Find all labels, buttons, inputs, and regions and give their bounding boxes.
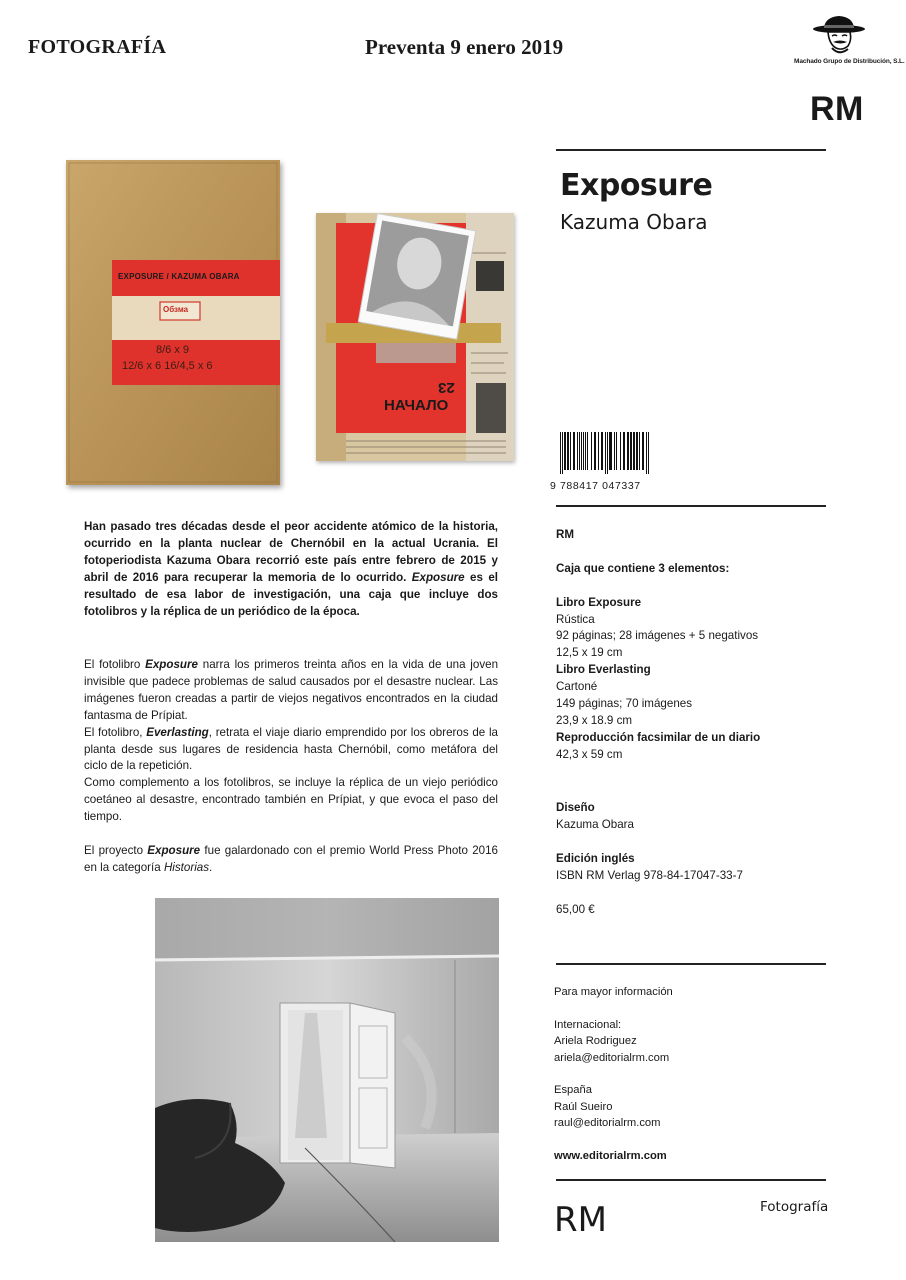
contact-panel <box>554 984 834 1164</box>
barcode-bar <box>611 432 612 470</box>
barcode-bar <box>598 432 599 470</box>
contact-es-name: Raúl Sueiro <box>554 1100 613 1113</box>
barcode-bar <box>570 432 571 470</box>
barcode-bar <box>636 432 638 470</box>
paragraph-newspaper <box>84 775 498 826</box>
contact-es-label: España <box>554 1084 592 1097</box>
contact-intro: Para mayor información <box>554 986 673 998</box>
barcode-bar <box>585 432 586 470</box>
cover-word: НАЧАЛО <box>384 397 449 414</box>
barcode-bar <box>623 432 625 470</box>
barcode-bars <box>550 432 670 474</box>
spec-design-label: Diseño <box>556 801 595 815</box>
text-run: narra los primeros treinta años en la vida de una joven invisible que padece problemas de salud causados por el desastre nuclear. Las imágenes fueron creadas a partir de viejos negativos encontrados en la ciudad fantasma de Prípiat. <box>84 658 499 722</box>
text-run: , retrata el viaje diario emprendido por los obreros de la planta desde sus lugares de residencia hasta Chernóbil, como metáfora del ciclo de la repetición. <box>84 725 499 773</box>
contact-es-email[interactable]: raul@editorialrm.com <box>554 1117 661 1130</box>
divider <box>556 505 826 507</box>
barcode-bar <box>627 432 629 470</box>
text-run: fue galardonado con el premio World Press Photo 2016 en la categoría <box>84 843 498 874</box>
barcode-bar <box>609 432 611 470</box>
text-run: Exposure <box>147 843 201 857</box>
barcode-bar <box>591 432 592 470</box>
cover-line-2: 12/6 x 6 16/4,5 x 6 <box>122 360 213 372</box>
spec-item2-size: 23,9 x 18.9 cm <box>556 713 633 727</box>
description-body <box>84 657 498 877</box>
divider <box>556 1179 826 1181</box>
cover-image-exposure <box>66 160 280 485</box>
barcode-bar <box>587 432 588 470</box>
barcode-bar <box>639 432 640 470</box>
contact-intl-email[interactable]: ariela@editorialrm.com <box>554 1051 670 1064</box>
paragraph-everlasting <box>84 725 498 776</box>
barcode-bar <box>581 432 582 470</box>
specs-panel <box>556 527 836 919</box>
cover-stamp: Обзма <box>163 305 189 314</box>
spec-design-value: Kazuma Obara <box>556 818 634 832</box>
spec-publisher: RM <box>556 528 575 541</box>
contact-intl-label: Internacional: <box>554 1018 622 1031</box>
hat-man-icon <box>812 14 866 56</box>
text-run: Exposure <box>145 658 198 671</box>
text-run: El proyecto <box>84 843 148 857</box>
room-photo <box>155 898 499 1242</box>
barcode-bar <box>616 432 617 470</box>
spec-item2-title: Libro Everlasting <box>556 663 651 677</box>
book-author: Kazuma Obara <box>560 210 708 234</box>
publisher-mark: RM <box>810 90 864 128</box>
text-run: Como complemento a los fotolibros, se incluye la réplica de un viejo periódico coetáneo al desastre, encontrado también en Prípiat, y que evoca el paso del tiempo. <box>84 776 498 824</box>
barcode-bar <box>594 432 596 470</box>
text-run: Everlasting <box>146 725 209 739</box>
barcode-bar <box>577 432 578 470</box>
text-run: es el resultado de esa labor de investigación, una caja que incluye dos fotolibros y la réplica de un periódico de la época. <box>84 570 498 618</box>
distributor-logo <box>794 14 905 65</box>
barcode-bar <box>564 432 566 470</box>
barcode-bar <box>646 432 647 474</box>
barcode-bar <box>567 432 569 470</box>
paragraph-award <box>84 843 498 877</box>
spec-item2-pages: 149 páginas; 70 imágenes <box>556 697 693 711</box>
spec-item1-size: 12,5 x 19 cm <box>556 646 623 660</box>
cover-image-everlasting <box>316 213 514 461</box>
barcode-bar <box>562 432 563 474</box>
barcode-bar <box>642 432 644 470</box>
spec-price: 65,00 € <box>556 902 595 916</box>
footer-category: Fotografía <box>760 1199 829 1215</box>
divider <box>556 149 826 151</box>
barcode <box>550 432 675 492</box>
presale-date: Preventa 9 enero 2019 <box>365 35 564 59</box>
barcode-bar <box>630 432 632 470</box>
category-heading: FOTOGRAFÍA <box>28 36 167 58</box>
contact-website-link[interactable]: www.editorialrm.com <box>554 1150 667 1163</box>
spec-isbn: ISBN RM Verlag 978-84-17047-33-7 <box>556 869 743 883</box>
footer-mark: RM <box>554 1200 607 1240</box>
cover-label: EXPOSURE / KAZUMA OBARA <box>118 272 240 281</box>
spec-edition-label: Edición inglés <box>556 852 635 866</box>
spec-item2-binding: Cartoné <box>556 680 598 694</box>
barcode-bar <box>583 432 584 470</box>
barcode-bar <box>614 432 615 470</box>
text-run: El fotolibro, <box>84 725 147 739</box>
spec-item3-size: 42,3 x 59 cm <box>556 747 623 761</box>
barcode-bar <box>620 432 621 470</box>
intro-paragraph <box>84 519 498 620</box>
spec-item1-title: Libro Exposure <box>556 595 642 609</box>
barcode-digits: 9 788417 047337 <box>550 480 641 492</box>
barcode-bar <box>601 432 603 470</box>
text-run: Historias <box>163 860 210 874</box>
text-run: Han pasado tres décadas desde el peor accidente atómico de la historia, ocurrido en la planta nuclear de Chernóbil en la actual Ucrania. El fotoperiodista Kazuma Obara recorrió este país entre febrero de 2015 y abril de 2016 para recuperar la memoria de lo ocurrido. <box>84 520 498 584</box>
barcode-bar <box>579 432 580 470</box>
spec-item1-binding: Rústica <box>556 612 595 626</box>
barcode-bar <box>573 432 575 470</box>
barcode-bar <box>560 432 561 474</box>
distributor-name: Machado Grupo de Distribución, S.L. <box>794 58 905 65</box>
cover-number: 23 <box>438 379 455 396</box>
text-run: El fotolibro <box>84 658 146 671</box>
contact-intl-name: Ariela Rodriguez <box>554 1035 637 1048</box>
text-run: Exposure <box>411 570 465 584</box>
barcode-bar <box>648 432 649 474</box>
book-title: Exposure <box>560 168 713 203</box>
barcode-bar <box>605 432 606 474</box>
paragraph-exposure <box>84 657 498 725</box>
barcode-bar <box>607 432 608 474</box>
spec-box: Caja que contiene 3 elementos: <box>556 561 730 575</box>
text-run: . <box>209 860 213 874</box>
spec-item3-title: Reproducción facsimilar de un diario <box>556 730 761 744</box>
barcode-bar <box>633 432 635 470</box>
spec-item1-pages: 92 páginas; 28 imágenes + 5 negativos <box>556 629 759 643</box>
cover-line-1: 8/6 x 9 <box>156 344 190 356</box>
divider <box>556 963 826 965</box>
